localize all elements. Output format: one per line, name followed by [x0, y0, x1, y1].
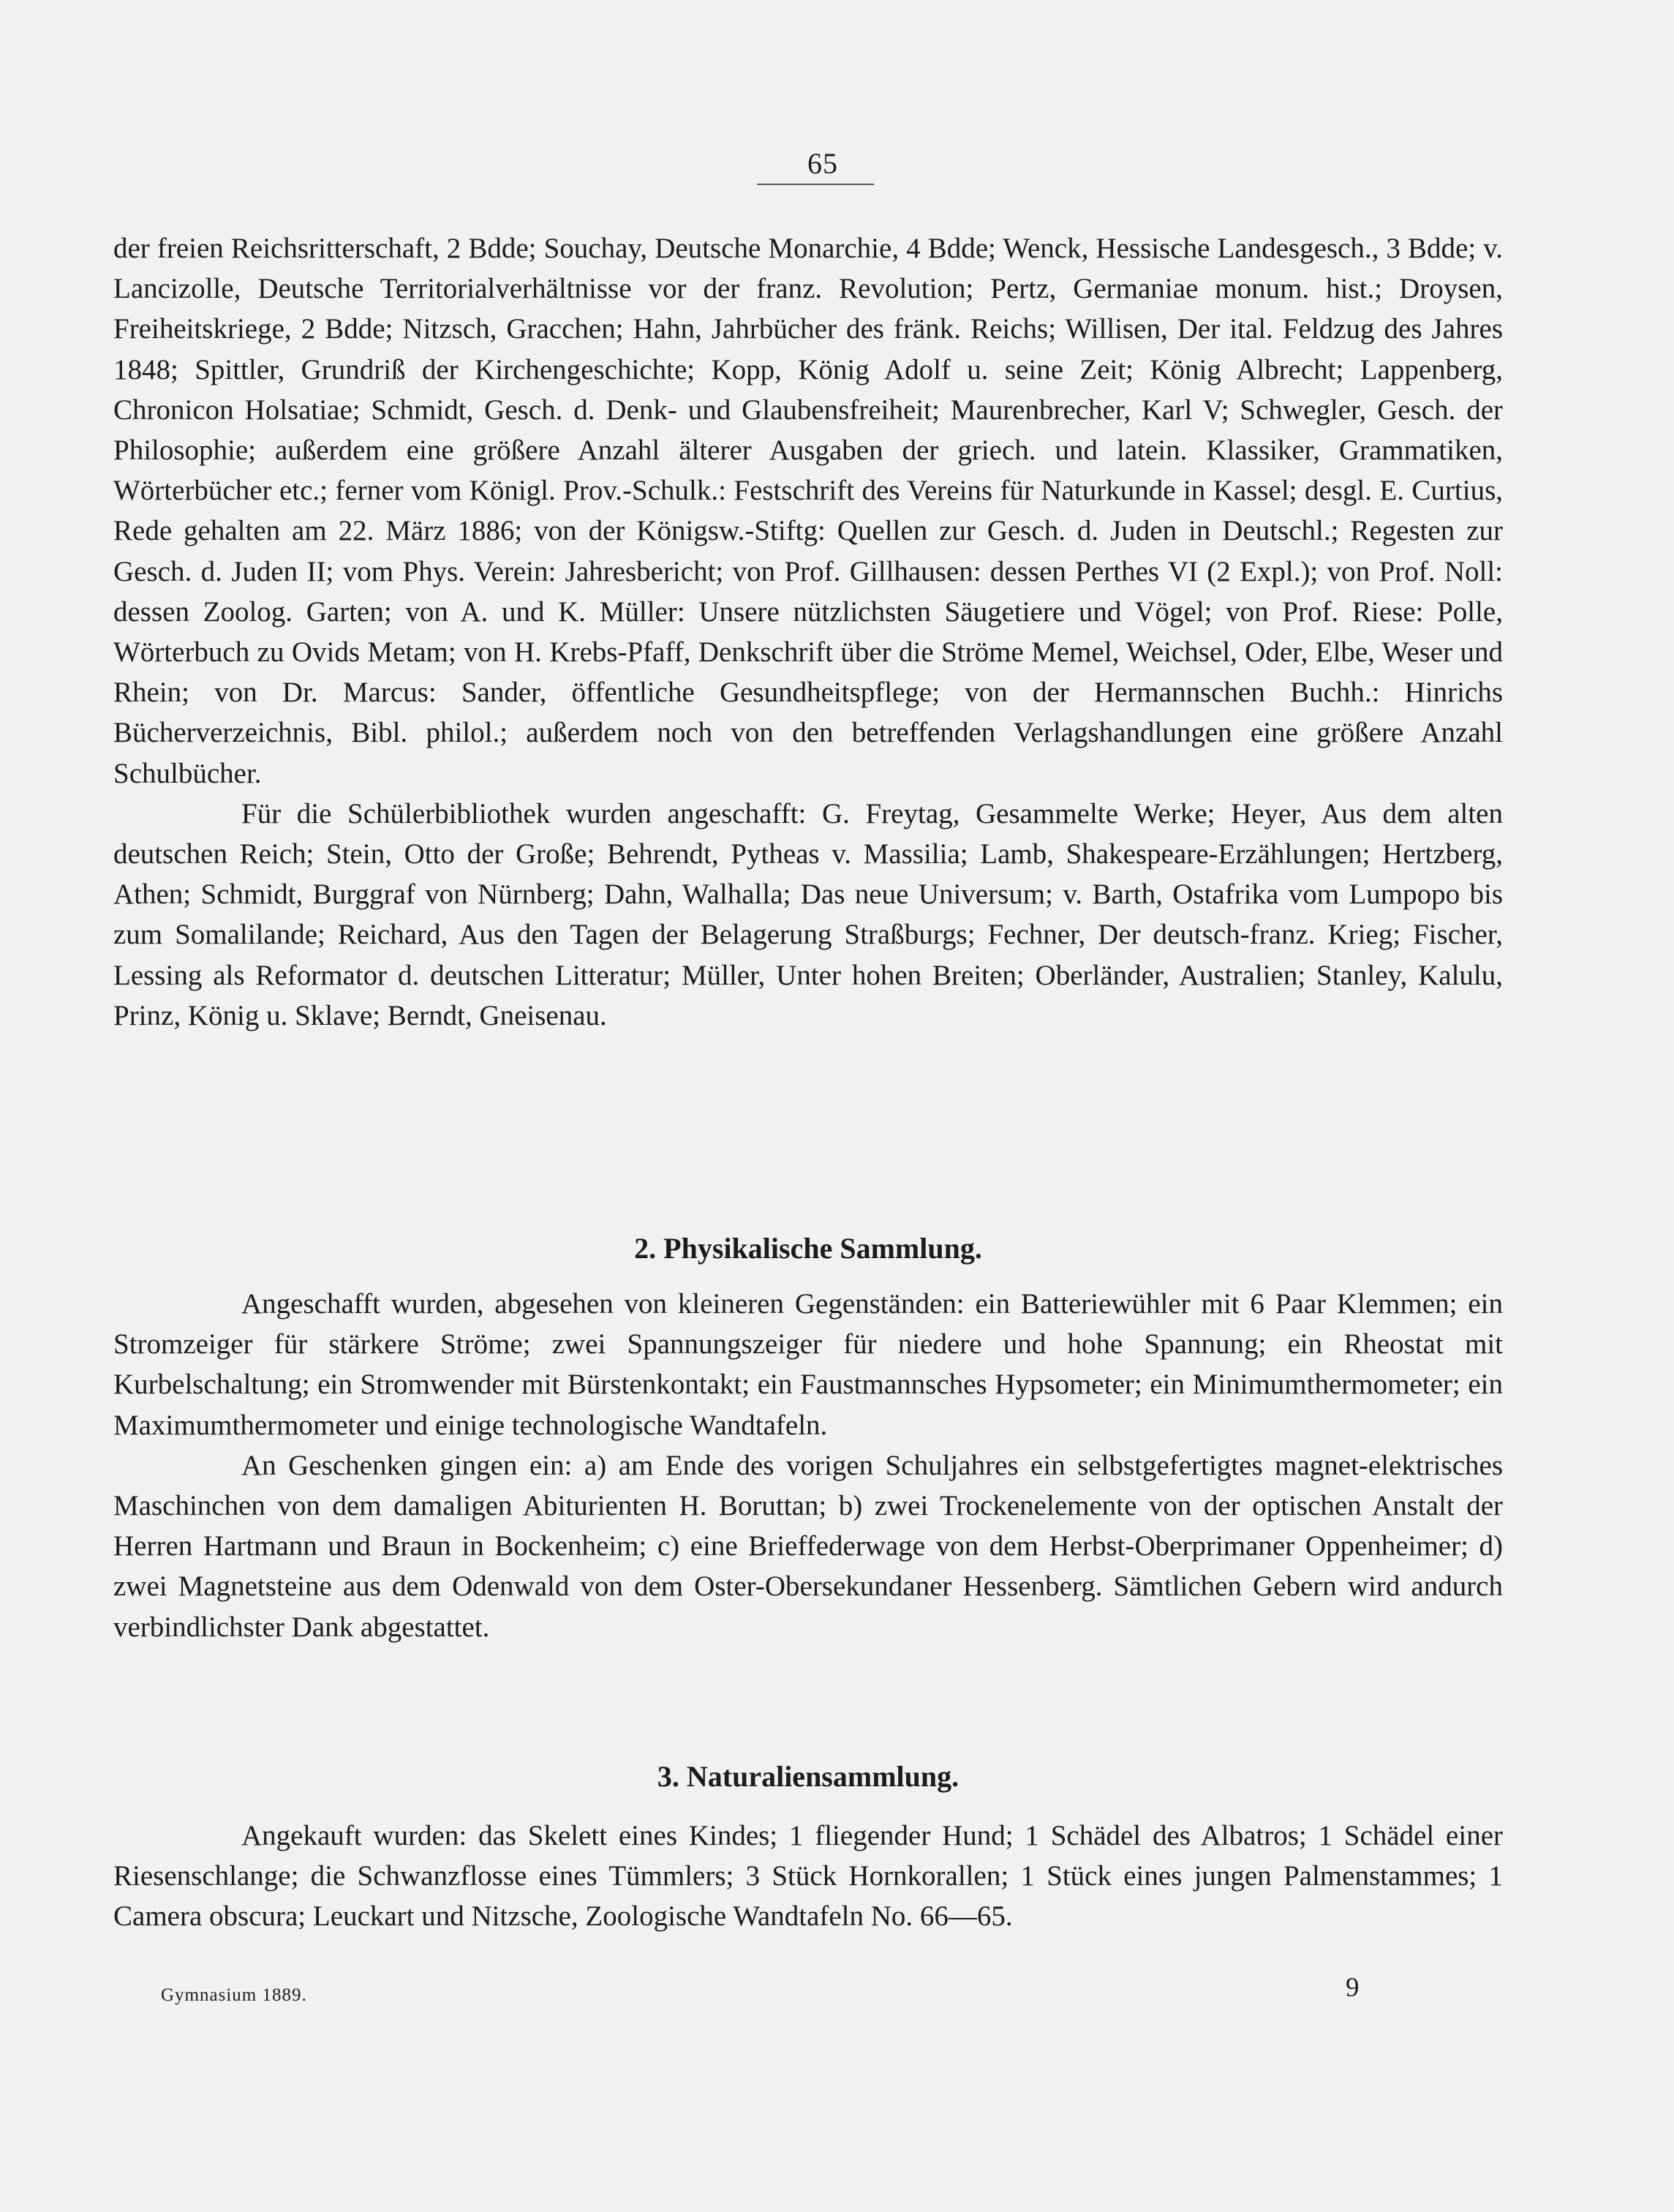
physics-section-heading: 2. Physikalische Sammlung. — [634, 1232, 982, 1265]
natural-history-paragraph-1: Angekauft wurden: das Skelett eines Kindes; 1 fliegender Hund; 1 Schädel des Albatros; 1 Schädel einer Riesenschlange; die Schwanzflosse eines Tümmlers; 3 Stück Hornkorallen; 1 Stück eines jungen Palmenstammes; 1 Camera obscura; Leuckart und Nitzsche, Zoologische Wandtafeln No. 66—65. — [113, 1820, 1503, 1933]
library-paragraph-1: der freien Reichsritterschaft, 2 Bdde; Souchay, Deutsche Monarchie, 4 Bdde; Wenck, Hessische Landesgesch., 3 Bdde; v. Lancizolle, Deutsche Territorialverhältnisse vor der franz. Revolution; Pertz, Germaniae monum. hist.; Droysen, Freiheitskriege, 2 Bdde; Nitzsch, Gracchen; Hahn, Jahrbücher des fränk. Reichs; Willisen, Der ital. Feldzug des Jahres 1848; Spittler, Grundriß der Kirchengeschichte; Kopp, König Adolf u. seine Zeit; König Albrecht; Lappenberg, Chronicon Holsatiae; Schmidt, Gesch. d. Denk- und Glaubensfreiheit; Maurenbrecher, Karl V; Schwegler, Gesch. der Philosophie; außerdem eine größere Anzahl älterer Ausgaben der griech. und latein. Klassiker, Grammatiken, Wörterbücher etc.; ferner vom Königl. Prov.-Schulk.: Festschrift des Vereins für Naturkunde in Kassel; desgl. E. Curtius, Rede gehalten am 22. März 1886; von der Königsw.-Stiftg: Quellen zur Gesch. d. Juden in Deutschl.; Regesten zur Gesch. d. Juden II; vom Phys. Verein: Jahresbericht; von Prof. Gillhausen: dessen Perthes VI (2 Expl.); von Prof. Noll: dessen Zoolog. Garten; von A. und K. Müller: Unsere nützlichsten Säugetiere und Vögel; von Prof. Riese: Polle, Wörterbuch zu Ovids Metam; von H. Krebs-Pfaff, Denkschrift über die Ströme Memel, Weichsel, Oder, Elbe, Weser und Rhein; von Dr. Marcus: Sander, öffentliche Gesundheitspflege; von der Hermannschen Buchh.: Hinrichs Bücherverzeichnis, Bibl. philol.; außerdem noch von den betreffenden Verlagshandlungen eine größere Anzahl Schulbücher. — [113, 233, 1503, 789]
page-number: 65 — [807, 147, 838, 180]
natural-history-section-heading: 3. Naturaliensammlung. — [657, 1760, 959, 1793]
natural-history-section — [113, 1816, 1503, 1937]
footer-school-label: Gymnasium 1889. — [161, 1985, 307, 2005]
student-library-paragraph: Für die Schülerbibliothek wurden angeschafft: G. Freytag, Gesammelte Werke; Heyer, Aus dem alten deutschen Reich; Stein, Otto der Große; Behrendt, Pytheas v. Massilia; Lamb, Shakespeare-Erzählungen; Hertzberg, Athen; Schmidt, Burggraf von Nürnberg; Dahn, Walhalla; Das neue Universum; v. Barth, Ostafrika vom Lumpopo bis zum Somalilande; Reichard, Aus den Tagen der Belagerung Straßburgs; Fechner, Der deutsch-franz. Krieg; Fischer, Lessing als Reformator d. deutschen Litteratur; Müller, Unter hohen Breiten; Oberländer, Australien; Stanley, Kalulu, Prinz, König u. Sklave; Berndt, Gneisenau. — [113, 797, 1503, 1031]
physics-paragraph-1: Angeschafft wurden, abgesehen von kleineren Gegenständen: ein Batteriewühler mit 6 Paar Klemmen; ein Stromzeiger für stärkere Ströme; zwei Spannungszeiger für niedere und hohe Spannung; ein Rheostat mit Kurbelschaltung; ein Stromwender mit Bürstenkontakt; ein Faustmannsches Hypsometer; ein Minimumthermometer; ein Maximumthermometer und einige technologische Wandtafeln. — [113, 1288, 1503, 1441]
footer-signature-mark: 9 — [1346, 1973, 1360, 2003]
physics-section — [113, 1284, 1503, 1647]
library-section — [113, 228, 1503, 1036]
page-number-rule — [757, 184, 874, 185]
physics-paragraph-2: An Geschenken gingen ein: a) am Ende des vorigen Schuljahres ein selbstgefertigtes magnet-elektrisches Maschinchen von dem damaligen Abiturienten H. Boruttan; b) zwei Trockenelemente von der optischen Anstalt der Herren Hartmann und Braun in Bockenheim; c) eine Brieffederwage von dem Herbst-Oberprimaner Oppenheimer; d) zwei Magnetsteine aus dem Odenwald von dem Oster-Obersekundaner Hessenberg. Sämtlichen Gebern wird andurch verbindlichster Dank abgestattet. — [113, 1449, 1503, 1643]
